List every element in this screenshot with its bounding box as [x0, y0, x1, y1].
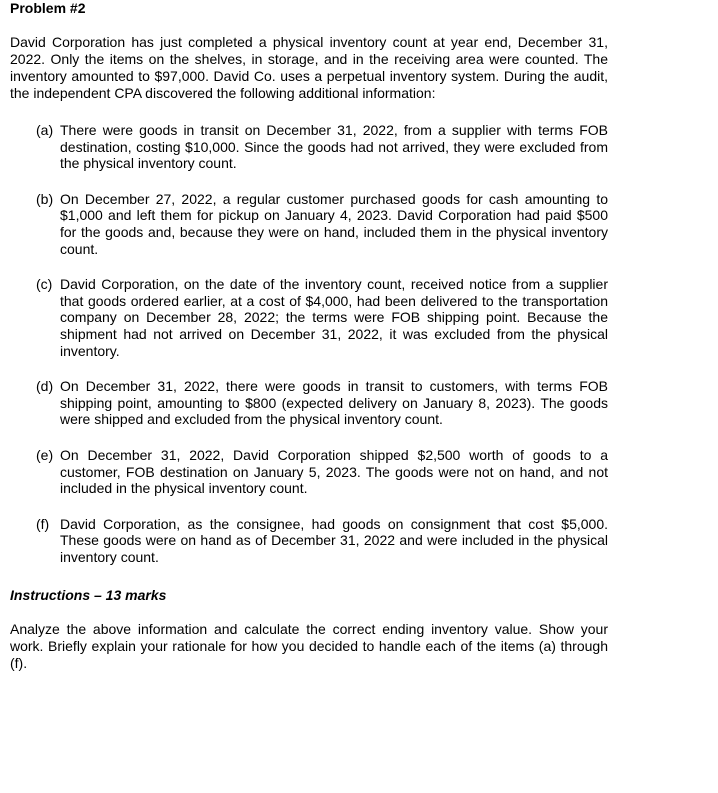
item-text: On December 31, 2022, there were goods in transit to customers, with terms FOB shipping point, amounting to $800 (expected delivery on January 8, 2023). The goods were shipped and excluded from the physical inventory count.: [60, 378, 608, 428]
list-item: [10, 447, 608, 497]
problem-title: Problem #2: [10, 0, 86, 16]
item-text: David Corporation, as the consignee, had goods on consignment that cost $5,000. These goods were on hand as of December 31, 2022 and were included in the physical inventory count.: [60, 515, 608, 565]
item-letter: (a): [36, 122, 54, 138]
list-item: [10, 191, 608, 257]
document-page: [10, 0, 608, 672]
item-letter: (b): [36, 190, 54, 207]
list-item: [10, 122, 608, 172]
instructions-heading: Instructions – 13 marks: [10, 587, 167, 604]
intro-paragraph: David Corporation has just completed a physical inventory count at year end, December 31, 2022. Only the items on the shelves, in storage, and in the receiving area were counted. The inventory amounted to $97,000. David Co. uses a perpetual inventory system. During the audit, the independent CPA discovered the following additional information:: [10, 34, 608, 101]
item-text: On December 31, 2022, David Corporation shipped $2,500 worth of goods to a customer, FOB destination on January 5, 2023. The goods were not on hand, and not included in the physical inventory count.: [60, 446, 608, 497]
item-text: There were goods in transit on December 31, 2022, from a supplier with terms FOB destination, costing $10,000. Since the goods had not arrived, they were excluded from the physical inventory count.: [60, 122, 608, 172]
list-item: [10, 378, 608, 428]
item-letter: (f): [36, 515, 50, 532]
list-item: [10, 516, 608, 566]
item-letter: (c): [36, 276, 53, 293]
item-text: On December 27, 2022, a regular customer purchased goods for cash amounting to $1,000 and left them for pickup on January 4, 2023. David Corporation had paid $500 for the goods and, because they were on hand, included them in the physical inventory count.: [60, 190, 608, 257]
instructions-paragraph: Analyze the above information and calculate the correct ending inventory value. Show your work. Briefly explain your rationale for how you decided to handle each of the items (a) through (f).: [10, 621, 608, 672]
information-list: [10, 122, 608, 565]
item-letter: (d): [36, 378, 54, 395]
item-letter: (e): [36, 446, 54, 463]
list-item: [10, 276, 608, 359]
item-text: David Corporation, on the date of the inventory count, received notice from a supplier that goods ordered earlier, at a cost of $4,000, had been delivered to the transportation company on December 28, 2022; the terms were FOB shipping point. Because the shipment had not arrived on December 31, 2022, it was excluded from the physical inventory.: [60, 276, 608, 359]
